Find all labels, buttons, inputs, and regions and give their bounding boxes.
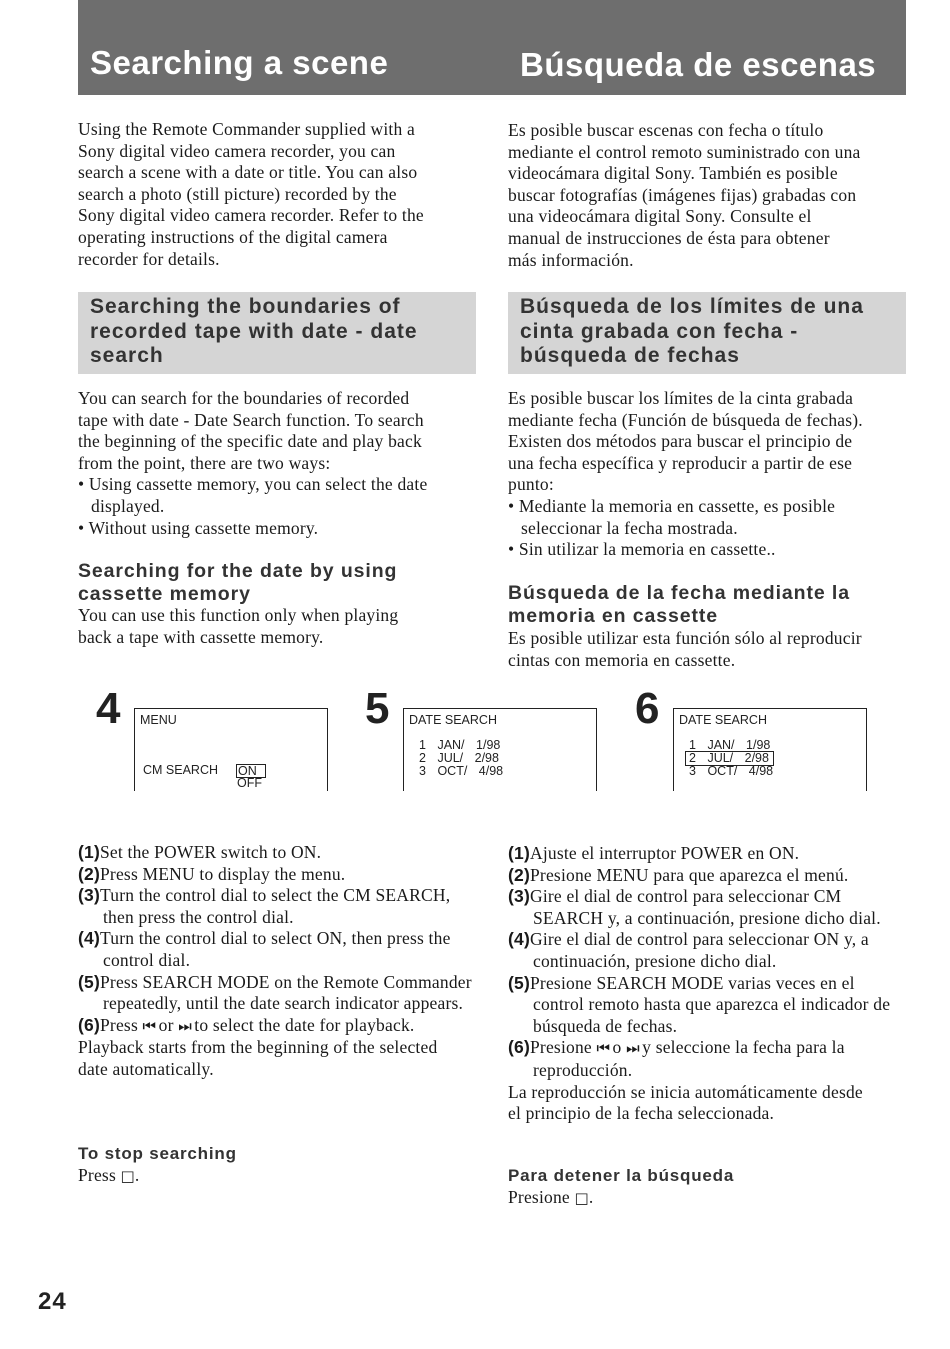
- stop-icon: □: [574, 1189, 589, 1207]
- step-text: to select the date for playback.: [189, 1014, 415, 1035]
- text-line: Es posible buscar los límites de la cinta grabada: [508, 388, 854, 408]
- text-line: más información.: [508, 249, 634, 270]
- bullet-item: • Sin utilizar la memoria en cassette..: [508, 539, 776, 560]
- section-heading-box-es: [508, 292, 906, 374]
- row-month: OCT/: [437, 764, 468, 778]
- step-item: [78, 885, 478, 928]
- step-item: [508, 973, 908, 1038]
- heading-line: búsqueda de fechas: [520, 344, 740, 367]
- date-search-screen: [403, 708, 597, 791]
- steps-en: [78, 842, 478, 1081]
- steps-es: [508, 843, 908, 1125]
- row-index: 2: [689, 751, 696, 765]
- step-text: Press: [100, 1014, 143, 1035]
- step-text: y seleccione la fecha para la reproducción.: [533, 1037, 845, 1080]
- step-item: [78, 864, 478, 886]
- intro-es: [508, 120, 913, 271]
- text-line: una videocámara digital Sony. Consulte el: [508, 206, 812, 227]
- text-line: Playback starts from the beginning of the selected: [78, 1037, 438, 1058]
- cm-search-label: CM SEARCH: [143, 763, 219, 777]
- bullet-item: • Without using cassette memory.: [78, 517, 319, 538]
- stop-heading-es: Para detener la búsqueda: [508, 1166, 735, 1185]
- skip-previous-icon: ⏮: [142, 1016, 155, 1035]
- text-line: una fecha específica y reproducir a partir de ese: [508, 452, 853, 473]
- step-text: Ajuste el interruptor POWER en ON.: [530, 843, 800, 863]
- text-line: back a tape with cassette memory.: [78, 626, 324, 647]
- step-number: (6): [78, 1014, 100, 1035]
- heading-line: search: [90, 344, 164, 367]
- text-line: el principio de la fecha seleccionada.: [508, 1103, 775, 1124]
- text-line: search a scene with a date or title. You can also: [78, 162, 418, 183]
- heading-line: Searching for the date by using: [78, 560, 398, 582]
- row-date: 2/98: [744, 751, 769, 765]
- stop-text-en: [78, 1165, 139, 1188]
- skip-next-icon: ⏭: [178, 1016, 190, 1035]
- step-number: (1): [508, 843, 530, 863]
- text-line: Es posible buscar escenas con fecha o título: [508, 120, 824, 140]
- heading-line: Búsqueda de la fecha mediante la: [508, 582, 850, 604]
- text-line: mediante el control remoto suministrado con una: [508, 141, 861, 162]
- text-line: mediante fecha (Función de búsqueda de fechas).: [508, 409, 863, 430]
- text-line: videocámara digital Sony. También es posible: [508, 163, 838, 184]
- row-month: OCT/: [707, 764, 738, 778]
- text-line: recorder for details.: [78, 248, 220, 269]
- step-text: Set the POWER switch to ON.: [100, 842, 322, 862]
- text-line: tape with date - Date Search function. To search: [78, 409, 424, 430]
- step-item: [78, 1015, 478, 1038]
- date-row: [419, 765, 503, 778]
- sub-body-es: [508, 628, 913, 671]
- figure-step-number: 5: [365, 684, 390, 733]
- intro-en: [78, 119, 478, 270]
- text-line: punto:: [508, 474, 554, 495]
- section-heading-en: [78, 292, 476, 369]
- off-option: OFF: [237, 776, 262, 790]
- text-line: cintas con memoria en cassette.: [508, 649, 736, 670]
- step-number: (5): [508, 972, 530, 993]
- step-item: [508, 886, 908, 929]
- sub-heading-en: [78, 560, 498, 605]
- row-month: JAN/: [707, 738, 735, 752]
- step-item: [508, 1037, 908, 1081]
- row-index: 1: [689, 738, 696, 752]
- date-search-screen-selected: [673, 708, 867, 791]
- period: .: [134, 1165, 140, 1185]
- step-text: Turn the control dial to select ON, then press the control dial.: [100, 928, 451, 970]
- stop-text-es: [508, 1187, 593, 1210]
- heading-line: cassette memory: [78, 582, 251, 605]
- row-month: JAN/: [437, 738, 465, 752]
- row-date: 2/98: [474, 751, 499, 765]
- step-number: (2): [78, 863, 100, 884]
- heading-line: Searching the boundaries of: [90, 295, 401, 318]
- text-line: buscar fotografías (imágenes fijas) grabadas con: [508, 184, 857, 205]
- skip-next-icon: ⏭: [626, 1039, 638, 1058]
- section-heading-box-en: [78, 292, 476, 374]
- text-line: Es posible utilizar esta función sólo al reproducir: [508, 628, 862, 648]
- figure-step-number: 4: [96, 684, 121, 733]
- step-item: [78, 972, 478, 1015]
- text-line: Using the Remote Commander supplied with a: [78, 119, 415, 139]
- step-text: Gire el dial de control para seleccionar CM SEARCH y, a continuación, presione dicho dial.: [530, 886, 881, 928]
- text-line: from the point, there are two ways:: [78, 452, 331, 473]
- screen-title: DATE SEARCH: [679, 713, 767, 727]
- step-number: (5): [78, 971, 100, 992]
- section-heading-es: [508, 292, 906, 369]
- step-item: [78, 842, 478, 864]
- step-number: (3): [78, 885, 100, 906]
- step-number: (6): [508, 1037, 530, 1058]
- step-item: [508, 843, 908, 865]
- step-item: [508, 929, 908, 972]
- skip-previous-icon: ⏮: [596, 1039, 608, 1058]
- row-index: 1: [419, 738, 426, 752]
- step-text: o: [607, 1037, 627, 1058]
- sub-body-en: [78, 605, 483, 648]
- step-text: Gire el dial de control para seleccionar ON y, a continuación, presione dicho dial.: [530, 929, 869, 971]
- heading-line: cinta grabada con fecha -: [520, 319, 799, 343]
- step-item: [78, 928, 478, 971]
- sub-heading-es: [508, 582, 928, 627]
- step-item: [508, 865, 908, 887]
- bullet-item: • Using cassette memory, you can select the date displayed.: [78, 474, 428, 516]
- stop-label: Presione: [508, 1187, 575, 1207]
- page-title-es: Búsqueda de escenas: [520, 46, 877, 83]
- step-number: (1): [78, 842, 100, 862]
- stop-heading-en: To stop searching: [78, 1144, 237, 1163]
- step-text: Press SEARCH MODE on the Remote Commander repeatedly, until the date search indicator appears.: [100, 971, 472, 1014]
- screen-title: MENU: [140, 713, 177, 727]
- step-text: Press MENU to display the menu.: [100, 863, 346, 884]
- text-line: Sony digital video camera recorder. Refer to the: [78, 205, 424, 226]
- row-index: 3: [689, 764, 696, 778]
- row-month: JUL/: [437, 751, 464, 765]
- heading-line: recorded tape with date - date: [90, 319, 418, 343]
- row-date: 1/98: [476, 738, 501, 752]
- text-line: manual de instrucciones de ésta para obtener: [508, 227, 830, 248]
- stop-label: Press: [78, 1165, 121, 1185]
- text-line: operating instructions of the digital camera: [78, 226, 388, 247]
- row-index: 2: [419, 751, 426, 765]
- heading-line: memoria en cassette: [508, 604, 719, 627]
- period: .: [588, 1187, 594, 1207]
- page-title-en: Searching a scene: [90, 44, 389, 81]
- step-text: or: [154, 1014, 179, 1035]
- text-line: La reproducción se inicia automáticamente desde: [508, 1081, 863, 1102]
- step-text: Presione MENU para que aparezca el menú.: [530, 864, 849, 885]
- row-date: 4/98: [478, 764, 504, 778]
- text-line: You can search for the boundaries of recorded: [78, 388, 410, 408]
- row-month: JUL/: [707, 751, 734, 765]
- row-date: 4/98: [748, 764, 774, 778]
- page-number: 24: [38, 1288, 67, 1315]
- step-number: (2): [508, 864, 530, 885]
- section-body-en: [78, 388, 483, 539]
- text-line: date automatically.: [78, 1058, 214, 1079]
- date-row: [689, 765, 773, 778]
- text-line: Sony digital video camera recorder, you can: [78, 140, 396, 161]
- screen-title: DATE SEARCH: [409, 713, 497, 727]
- on-option: ON: [236, 764, 266, 778]
- heading-line: Búsqueda de los límites de una: [520, 295, 864, 318]
- text-line: Existen dos métodos para buscar el principio de: [508, 431, 853, 452]
- text-line: search a photo (still picture) recorded by the: [78, 183, 397, 204]
- step-number: (4): [78, 928, 100, 949]
- section-body-es: [508, 388, 913, 561]
- step-text: Presione: [530, 1037, 597, 1058]
- bullet-item: • Mediante la memoria en cassette, es posible seleccionar la fecha mostrada.: [508, 495, 836, 538]
- menu-screen: [134, 708, 328, 791]
- step-text: Turn the control dial to select the CM SEARCH, then press the control dial.: [100, 885, 451, 927]
- row-date: 1/98: [746, 738, 771, 752]
- text-line: the beginning of the specific date and play back: [78, 431, 422, 452]
- step-number: (3): [508, 886, 530, 907]
- figure-step-number: 6: [635, 684, 660, 733]
- step-number: (4): [508, 929, 530, 950]
- stop-icon: □: [120, 1167, 135, 1185]
- row-index: 3: [419, 764, 426, 778]
- text-line: You can use this function only when playing: [78, 605, 399, 625]
- step-text: Presione SEARCH MODE varias veces en el control remoto hasta que aparezca el indicador de búsqueda de fechas.: [530, 972, 891, 1036]
